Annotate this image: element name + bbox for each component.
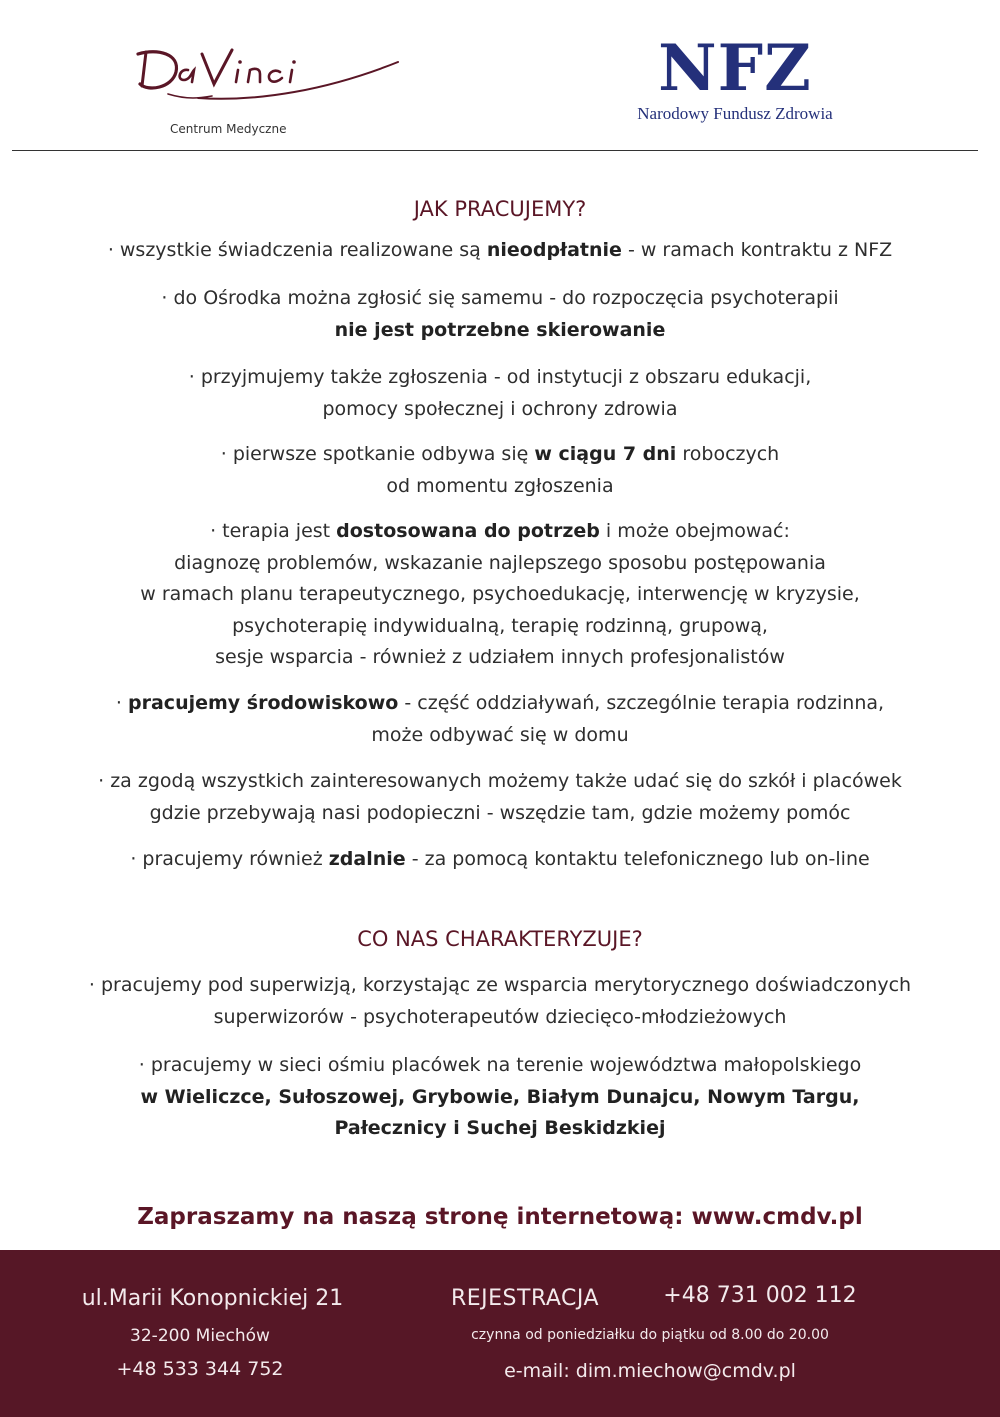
paragraph-environmental <box>0 688 1000 751</box>
bold-text: nieodpłatnie <box>486 239 622 261</box>
text: · wszystkie świadczenia realizowane są <box>107 239 487 261</box>
paragraph-therapy <box>0 516 1000 674</box>
footer-phone[interactable]: +48 533 344 752 <box>116 1358 284 1380</box>
bold-text: dostosowana do potrzeb <box>336 520 600 542</box>
header-divider <box>12 150 978 151</box>
footer-hours: czynna od poniedziałku do piątku od 8.00 do 20.00 <box>471 1327 829 1343</box>
bold-text: Pałecznicy i Suchej Beskidzkiej <box>334 1117 666 1139</box>
footer-email[interactable]: e-mail: dim.miechow@cmdv.pl <box>504 1360 796 1382</box>
paragraph-institutions <box>0 362 1000 425</box>
text-line: · do Ośrodka można zgłosić się samemu - do rozpoczęcia psychoterapii <box>161 287 839 309</box>
text-line: · za zgodą wszystkich zainteresowanych możemy także udać się do szkół i placówek <box>98 770 902 792</box>
paragraph-remote <box>0 844 1000 876</box>
paragraph-schools <box>0 766 1000 829</box>
section-title-how-we-work: JAK PRACUJEMY? <box>413 197 587 221</box>
header <box>0 0 1000 152</box>
bold-text: w Wieliczce, Sułoszowej, Grybowie, Białym Dunajcu, Nowym Targu, <box>140 1085 860 1108</box>
text-line: w ramach planu terapeutycznego, psychoedukację, interwencję w kryzysie, <box>140 583 860 605</box>
bold-text: w ciągu 7 dni <box>534 443 677 465</box>
text: · <box>115 692 129 714</box>
paragraph-no-referral <box>0 283 1000 346</box>
text: - w ramach kontraktu z NFZ <box>621 239 893 261</box>
davinci-script-logo-icon <box>128 40 418 120</box>
text: - za pomocą kontaktu telefonicznego lub on-line <box>405 848 870 870</box>
paragraph-free-services <box>0 235 1000 267</box>
text-line: sesje wsparcia - również z udziałem innych profesjonalistów <box>215 646 785 668</box>
text: roboczych <box>676 443 780 465</box>
text-line: diagnozę problemów, wskazanie najlepszego sposobu postępowania <box>174 551 826 574</box>
section-title-characteristics: CO NAS CHARAKTERYZUJE? <box>357 927 643 951</box>
text: · pracujemy również <box>130 848 329 870</box>
nfz-logo <box>600 31 870 144</box>
paragraph-supervision <box>0 970 1000 1033</box>
paragraph-network <box>0 1050 1000 1145</box>
bold-text: nie jest potrzebne skierowanie <box>334 318 666 341</box>
text-line: pomocy społecznej i ochrony zdrowia <box>322 397 678 420</box>
website-invitation[interactable]: Zapraszamy na naszą stronę internetową: www.cmdv.pl <box>137 1204 863 1230</box>
bold-text: pracujemy środowiskowo <box>128 692 399 714</box>
text-line: · przyjmujemy także zgłoszenia - od instytucji z obszaru edukacji, <box>188 366 812 388</box>
text-line: od momentu zgłoszenia <box>386 474 614 497</box>
text-line: superwizorów - psychoterapeutów dziecięco-młodzieżowych <box>213 1005 787 1028</box>
paragraph-first-meeting <box>0 439 1000 502</box>
text: · terapia jest <box>210 520 337 542</box>
davinci-logo <box>128 40 418 140</box>
davinci-subtitle: Centrum Medyczne <box>170 122 287 136</box>
footer-registration-phone[interactable]: +48 731 002 112 <box>663 1283 857 1308</box>
bold-text: zdalnie <box>328 848 406 870</box>
text: · pierwsze spotkanie odbywa się <box>220 443 535 465</box>
footer-registration-label: REJESTRACJA <box>450 1286 600 1311</box>
nfz-mark: NFZ <box>658 31 812 106</box>
text-line: może odbywać się w domu <box>371 723 629 746</box>
footer-city: 32-200 Miechów <box>130 1326 270 1346</box>
text-line: · pracujemy w sieci ośmiu placówek na terenie województwa małopolskiego <box>138 1054 862 1076</box>
nfz-name: Narodowy Fundusz Zdrowia <box>637 104 833 123</box>
text: i może obejmować: <box>599 520 790 542</box>
text-line: · pracujemy pod superwizją, korzystając ze wsparcia merytorycznego doświadczonych <box>88 974 912 996</box>
text-line: psychoterapię indywidualną, terapię rodzinną, grupową, <box>232 614 768 637</box>
footer-street: ul.Marii Konopnickiej 21 <box>81 1286 344 1311</box>
text-line: gdzie przebywają nasi podopieczni - wszędzie tam, gdzie możemy pomóc <box>149 801 851 824</box>
footer <box>0 1250 1000 1417</box>
text: - część oddziaływań, szczególnie terapia rodzinna, <box>398 692 885 714</box>
